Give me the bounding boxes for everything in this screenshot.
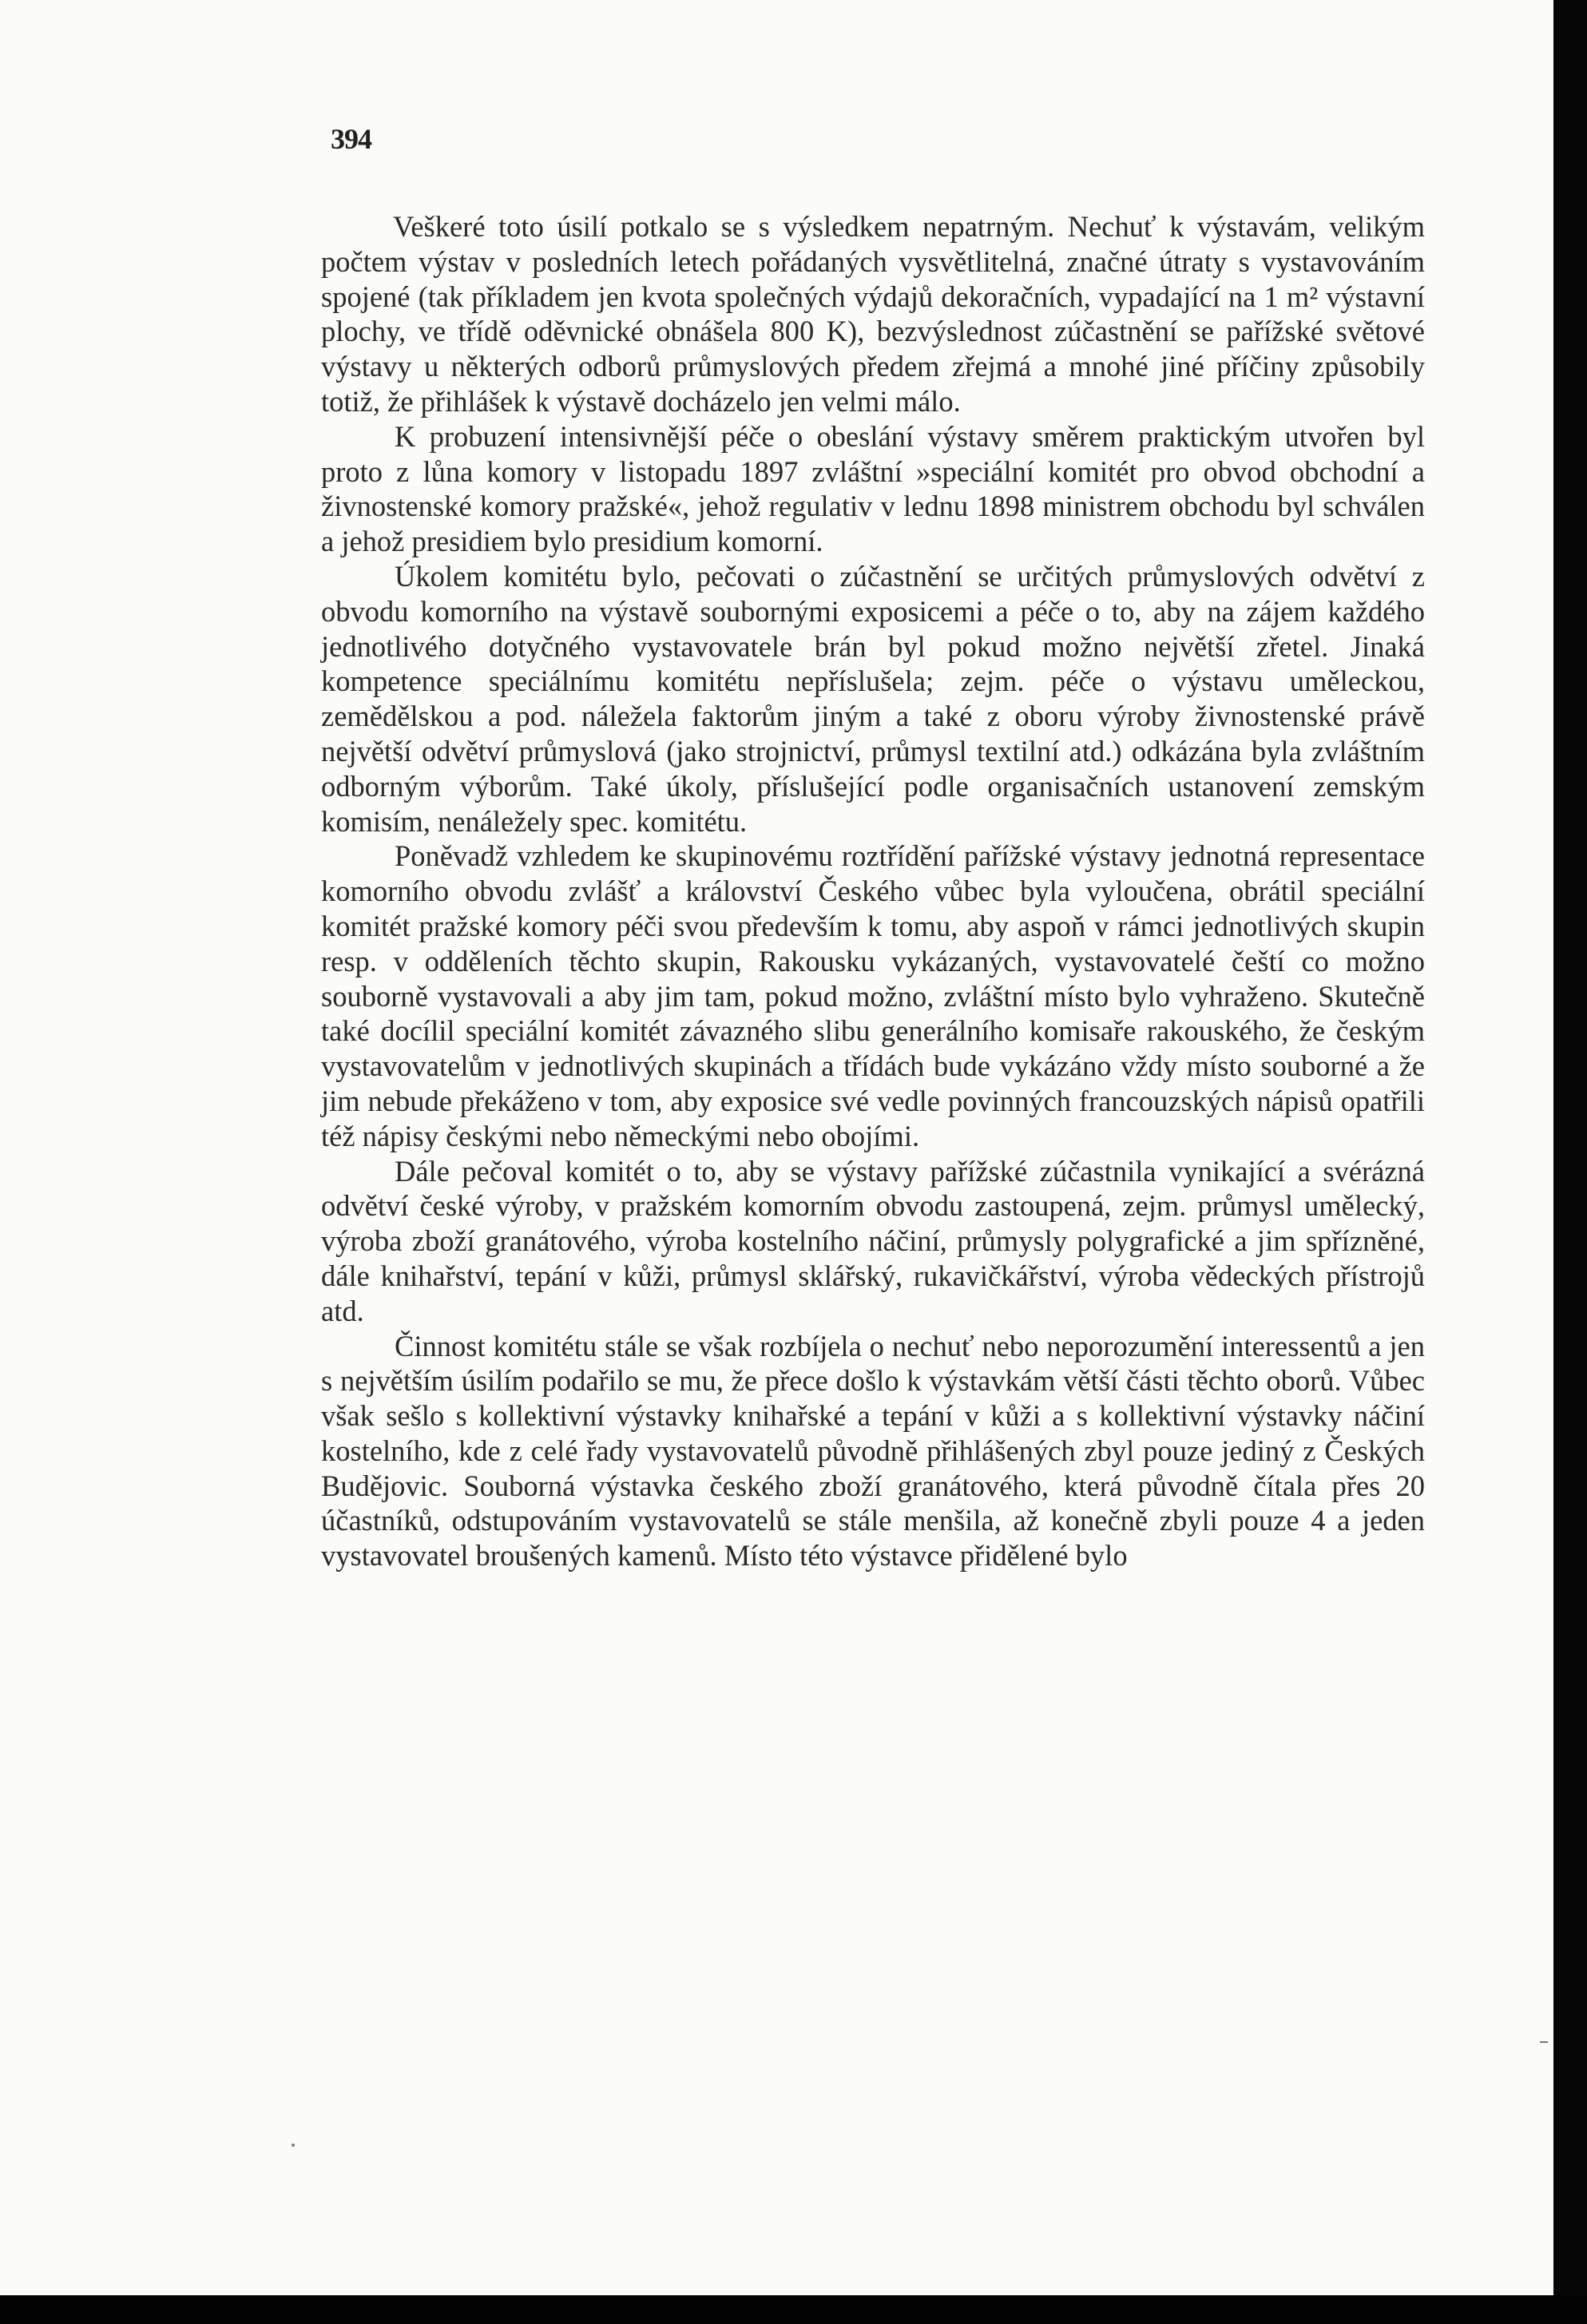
scan-mark	[1540, 2041, 1548, 2043]
body-text	[321, 209, 1425, 1573]
paragraph: Činnost komitétu stále se však rozbíjela o nechuť nebo neporozumění interessentů a jen s největším úsilím podařilo se mu, že přece došlo k výstavkám větší části těchto oborů. Vůbec však sešlo s kollektivní výstavky knihařské a tepání v kůži a s kollektivní výstavky náčiní kostelního, kde z celé řady vystavovatelů původně přihlášených zbyl pouze jediný z Českých Budějovic. Souborná výstavka českého zboží granátového, která původně čítala přes 20 účastníků, odstupováním vystavovatelů se stále menšila, až konečně zbyli pouze 4 a jeden vystavovatel broušených kamenů. Místo této výstavce přidělené bylo	[321, 1329, 1425, 1572]
paragraph: Veškeré toto úsilí potkalo se s výsledkem nepatrným. Nechuť k výstavám, velikým počtem výstav v posledních letech pořádaných vysvětlitelná, značné útraty s vystavováním spojené (tak příkladem jen kvota společných výdajů dekoračních, vypadající na 1 m² výstavní plochy, ve třídě oděvnické obnášela 800 K), bezvýslednost zúčastnění se pařížské světové výstavy u některých odborů průmyslových předem zřejmá a mnohé jiné příčiny způsobily totiž, že přihlášek k výstavě docházelo jen velmi málo.	[321, 210, 1425, 418]
scan-right-edge	[1553, 0, 1587, 2324]
scan-bottom-edge	[0, 2295, 1587, 2324]
scan-dot	[292, 2144, 295, 2147]
paragraph: Dále pečoval komitét o to, aby se výstavy pařížské zúčastnila vynikající a svérázná odvětví české výroby, v pražském komorním obvodu zastoupená, zejm. průmysl umělecký, výroba zboží granátového, výroba kostelního náčiní, průmysly polygrafické a jim spřízněné, dále knihařství, tepání v kůži, průmysl sklářský, rukavičkářství, výroba vědeckých přístrojů atd.	[321, 1154, 1425, 1327]
page-number: 394	[331, 123, 371, 155]
paragraph: K probuzení intensivnější péče o obeslání výstavy směrem praktickým utvořen byl proto z lůna komory v listopadu 1897 zvláštní »speciální komitét pro obvod obchodní a živnostenské komory pražské«, jehož regulativ v lednu 1898 ministrem obchodu byl schválen a jehož presidiem bylo presidium komorní.	[321, 419, 1425, 558]
paragraph: Úkolem komitétu bylo, pečovati o zúčastnění se určitých průmyslových odvětví z obvodu komorního na výstavě soubornými exposicemi a péče o to, aby na zájem každého jednotlivého dotyčného vystavovatele brán byl pokud možno největší zřetel. Jinaká kompetence speciálnímu komitétu nepříslušela; zejm. péče o výstavu uměleckou, zemědělskou a pod. náležela faktorům jiným a také z oboru výroby živnostenské právě největší odvětví průmyslová (jako strojnictví, průmysl textilní atd.) odkázána byla zvláštním odborným výborům. Také úkoly, příslušející podle organisačních ustanovení zemským komisím, nenáležely spec. komitétu.	[321, 559, 1425, 838]
paragraph: Poněvadž vzhledem ke skupinovému roztřídění pařížské výstavy jednotná representace komorního obvodu zvlášť a království Českého vůbec byla vyloučena, obrátil speciální komitét pražské komory péči svou především k tomu, aby aspoň v rámci jednotlivých skupin resp. v odděleních těchto skupin, Rakousku vykázaných, vystavovatelé čeští co možno souborně vystavovali a aby jim tam, pokud možno, zvláštní místo bylo vyhraženo. Skutečně také docílil speciální komitét závazného slibu generálního komisaře rakouského, že českým vystavovatelům v jednotlivých skupinách a třídách bude vykázáno vždy místo souborné a že jim nebude překáženo v tom, aby exposice své vedle povinných francouzských nápisů opatřili též nápisy českými nebo německými nebo obojími.	[321, 839, 1425, 1152]
